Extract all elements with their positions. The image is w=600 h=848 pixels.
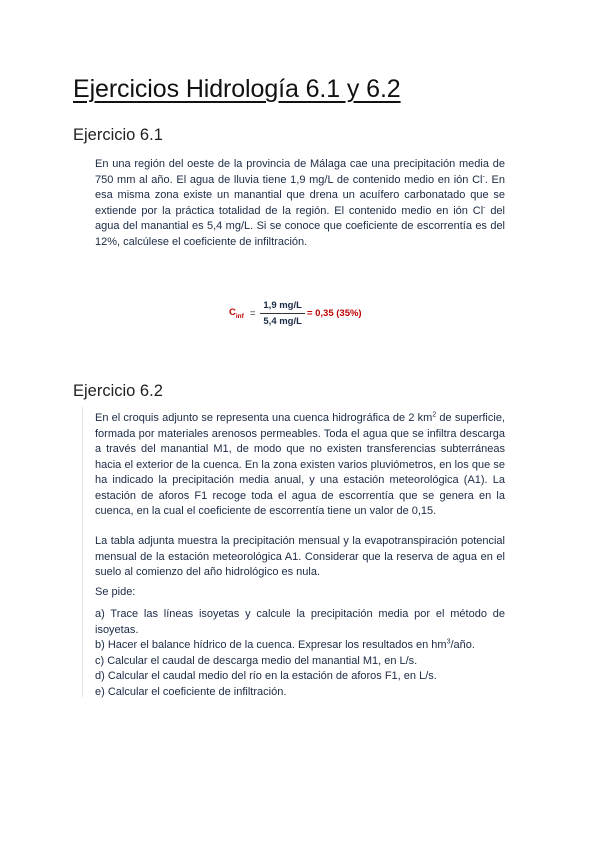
formula-denominator: 5,4 mg/L xyxy=(263,316,302,327)
chloride-superscript: - xyxy=(482,172,485,180)
list-item: d) Calcular el caudal medio del río en la estación de aforos F1, en L/s. xyxy=(95,670,437,682)
statement-text-part: En el croquis adjunto se representa una cuenca hidrográfica de 2 km xyxy=(95,412,433,424)
infiltration-formula xyxy=(229,300,362,327)
exercise-6-1-statement xyxy=(95,157,505,250)
list-item: e) Calcular el coeficiente de infiltración. xyxy=(95,685,287,698)
list-item: c) Calcular el caudal de descarga medio del manantial M1, en L/s. xyxy=(95,654,418,667)
formula-fraction xyxy=(260,300,305,327)
formula-result: = 0,35 (35%) xyxy=(306,308,362,319)
statement-text-part: del agua del manantial es 5,4 mg/L. Si se conoce que coeficiente de escorrentía es del 12%, calcúlese el coeficiente de infiltración. xyxy=(95,204,505,248)
volume-superscript: 3 xyxy=(446,638,451,646)
formula-numerator: 1,9 mg/L xyxy=(260,300,305,314)
exercise-6-2-heading: Ejercicio 6.2 xyxy=(73,382,163,400)
list-item: a) Trace las líneas isoyetas y calcule la precipitación media por el método de isoyetas. xyxy=(95,608,505,636)
statement-text-part: En una región del oeste de la provincia de Málaga cae una precipitación media de 750 mm al año. El agua de lluvia tiene 1,9 mg/L de contenido medio en ión Cl xyxy=(95,158,505,186)
se-pide-label: Se pide: xyxy=(95,586,136,598)
statement-text-part: . En esa misma zona existe un manantial que drena un acuífero carbonatado que se extiende por la práctica totalidad de la región. El contenido medio en ión Cl xyxy=(95,173,505,217)
page-title: Ejercicios Hidrología 6.1 y 6.2 xyxy=(73,75,401,103)
chloride-superscript: - xyxy=(483,203,486,211)
exercise-6-2-table-description: La tabla adjunta muestra la precipitación mensual y la evapotranspiración potencial mensual de la estación meteorológica A1. Considerar que la reserva de agua en el suelo al comienzo del año hidrológico es nula. xyxy=(95,535,505,578)
exercise-6-2-statement xyxy=(95,411,505,520)
statement-text-part: de superficie, formada por materiales arenosos permeables. Toda el agua que se infiltra descarga a través del manantial M1, de modo que no existen transferencias subterráneas hacia el exterior de la cuenca. En la zona existen varios pluviómetros, en los que se ha indicado la precipitación media anual, y una estación meteorológica (A1). La estación de aforos F1 recoge toda el agua de escorrentía que se genera en la cuenca, en la cual el coeficiente de escorrentía tiene un valor de 0,15. xyxy=(95,412,505,517)
formula-subscript: inf xyxy=(235,312,244,320)
exercise-6-1-heading: Ejercicio 6.1 xyxy=(73,126,163,144)
formula-equals: = xyxy=(249,308,256,319)
list-item: b) Hacer el balance hídrico de la cuenca. Expresar los resultados en $hm^3$/año. xyxy=(95,638,475,651)
formula-symbol: $C_{inf}$ xyxy=(229,307,244,320)
task-list xyxy=(95,607,505,700)
area-superscript: 2 xyxy=(432,411,437,419)
